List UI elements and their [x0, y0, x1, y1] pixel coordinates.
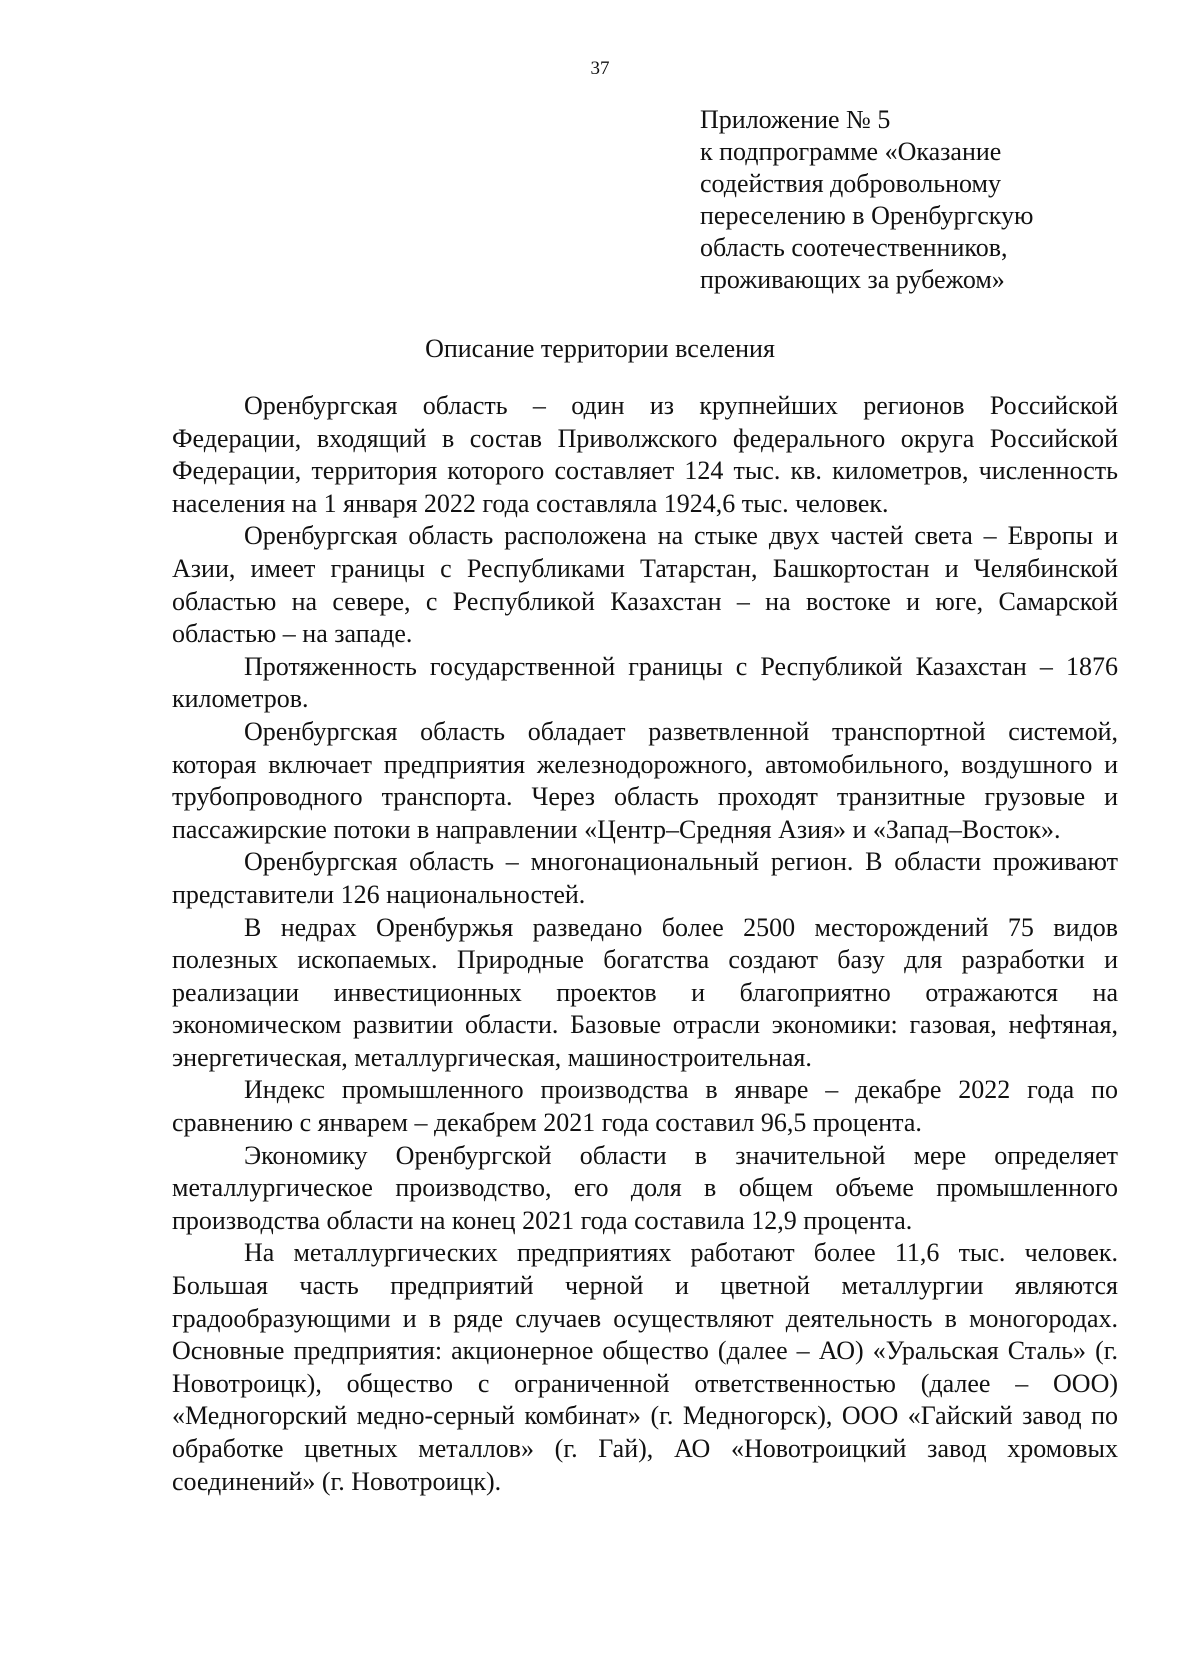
appendix-line: переселению в Оренбургскую [700, 201, 1034, 230]
page-number: 37 [590, 58, 610, 79]
appendix-line: Приложение № 5 [700, 105, 891, 134]
paragraph: Оренбургская область расположена на стыке двух частей света – Европы и Азии, имеет границы с Республиками Татарстан, Башкортостан и Челябинской областью на севере, с Республикой Казахстан – на востоке и юге, Самарской областью – на западе. [172, 521, 1118, 649]
paragraph: В недрах Оренбуржья разведано более 2500 месторождений 75 видов полезных ископаемых. Природные богатства создают базу для разработки и реализации инвестиционных проектов и благоприятно отражаются на экономическом развитии области. Базовые отрасли экономики: газовая, нефтяная, энергетическая, металлургическая, машиностроительная. [172, 912, 1118, 1072]
appendix-line: проживающих за рубежом» [700, 265, 1005, 294]
paragraph: Оренбургская область – многонациональный регион. В области проживают представители 126 национальностей. [172, 847, 1118, 909]
appendix-header [700, 104, 1180, 296]
appendix-line: к подпрограмме «Оказание [700, 137, 1002, 166]
paragraph: Оренбургская область – один из крупнейших регионов Российской Федерации, входящий в состав Приволжского федерального округа Российской Федерации, территория которого составляет 124 тыс. кв. километров, численность населения на 1 января 2022 года составляла 1924,6 тыс. человек. [172, 391, 1118, 518]
document-title: Описание территории вселения [425, 334, 775, 363]
appendix-line: область соотечественников, [700, 233, 1008, 262]
paragraph: Оренбургская область обладает разветвленной транспортной системой, которая включает предприятия железнодорожного, автомобильного, воздушного и трубопроводного транспорта. Через область проходят транзитные грузовые и пассажирские потоки в направлении «Центр–Средняя Азия» и «Запад–Восток». [172, 716, 1118, 844]
document-body [172, 390, 1118, 1498]
paragraph: Экономику Оренбургской области в значительной мере определяет металлургическое производство, его доля в общем объеме промышленного производства области на конец 2021 года составила 12,9 процента. [172, 1140, 1118, 1235]
paragraph: Индекс промышленного производства в январе – декабре 2022 года по сравнению с январем – декабрем 2021 года составил 96,5 процента. [172, 1075, 1118, 1138]
paragraph: На металлургических предприятиях работают более 11,6 тыс. человек. Большая часть предприятий черной и цветной металлургии являются градообразующими и в ряде случаев осуществляют деятельность в моногородах. Основные предприятия: акционерное общество (далее – АО) «Уральская Сталь» (г. Новотроицк), общество с ограниченной ответственностью (далее – ООО) «Медногорский медно-серный комбинат» (г. Медногорск), ООО «Гайский завод по обработке цветных металлов» (г. Гай), АО «Новотроицкий завод хромовых соединений» (г. Новотроицк). [172, 1238, 1118, 1496]
paragraph: Протяженность государственной границы с Республикой Казахстан – 1876 километров. [172, 651, 1118, 714]
appendix-line: содействия добровольному [700, 169, 1001, 198]
